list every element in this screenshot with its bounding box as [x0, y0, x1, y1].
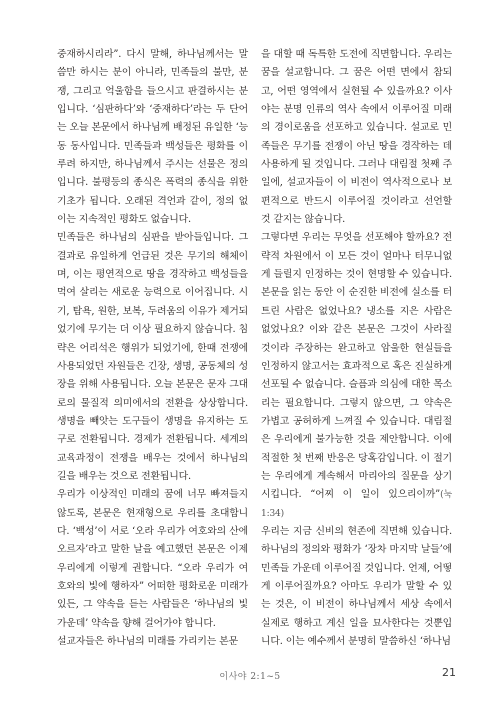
paragraph-judgment: 중재하시리라”. 다시 말해, 하나님께서는 말씀만 하시는 분이 아니라, 민족들의 불만, 분쟁, 그리고 억울함을 들으시고 판결하시는 분입니다. ‘심판하다’와 ‘중재하다’라는 두 단어는 오늘 본문에서 하나님께 배정된 유일한 ‘능동 동사입니다. 민족들과 백성들은 평화를 이루려 하지만, 하나님께서 주시는 선물은 정의입니다. 불평등의 종식은 폭력의 종식을 위한 기초가 됩니다. 오래된 격언과 같이, 정의 없이는 지속적인 평화도 없습니다.	[57, 49, 248, 226]
paragraph-what-to-proclaim	[261, 229, 452, 523]
scripture-reference: (눅 1:34)	[261, 490, 452, 519]
paragraph-weapons-transformed: 민족들은 하나님의 심판을 받아들입니다. 그 결과로 유일하게 언급된 것은 무기의 해체이며, 이는 평연적으로 땅을 경작하고 백성들을 먹여 살리는 새로운 능력으로 이어집니다. 시기, 탐욕, 원한, 보복, 두려움의 이유가 제거되었기에 무기는 더 이상 필요하지 않습니다. 침략은 어리석은 행위가 되었기에, 한때 전쟁에 사용되었던 자원들은 긴장, 생명, 공동체의 성장을 위해 사용됩니다. 오늘 본문은 문자 그대로의 물질적 의미에서의 전환을 상상합니다. 생명을 빼앗는 도구들이 생명을 유지하는 도구로 전환됩니다. 경제가 전환됩니다. 세계의 교육과정이 전쟁을 배우는 것에서 하나님의 길을 배우는 것으로 전환됩니다.	[57, 232, 248, 482]
right-column	[261, 46, 452, 651]
paragraph-present-invitation: 우리가 이상적인 미래의 꿈에 너무 빠져들지 않도록, 본문은 현재형으로 우리를 초대합니다. ‘백성’이 서로 ‘오라 우리가 여호와의 산에 오르자’라고 말한 날을 예고했던 본문은 이제 우리에게 이렇게 권합니다. “오라 우리가 여호와의 빛에 행하자” 어떠한 평화로운 미래가 있든, 그 약속을 듣는 사람들은 ‘하나님의 빛 가운데’ 약속을 향해 걸어가야 합니다.	[57, 489, 248, 629]
paragraph-what-to-proclaim-text: 그렇다면 우리는 무엇을 선포해야 할까요? 전략적 차원에서 이 모든 것이 얼마나 터무니없게 들릴지 인정하는 것이 현명할 수 있습니다. 본문을 읽는 동안 이 순진한 비전에 실소를 터트린 사람은 없었나요? 냉소를 지은 사람은 없었나요? 이와 같은 본문은 그것이 사라질 것이라 주장하는 완고하고 암울한 현실들을 인정하지 않고서는 효과적으로 혹은 진실하게 선포될 수 없습니다. 슬픔과 의심에 대한 목소리는 필요합니다. 그렇지 않으면, 그 약속은 가볍고 공허하게 느껴질 수 있습니다. 대림절은 우리에게 불가능한 것을 제안합니다. 이에 적절한 첫 번째 반응은 당혹감입니다. 이 절기는 우리에게 계속해서 마리아의 질문을 상기시킵니다. “어찌 이 일이 있으리이까”	[261, 232, 452, 501]
paragraph-mystery: 우리는 지금 신비의 현존에 직면해 있습니다. 하나님의 정의와 평화가 ‘장차 마지막 날들’에 민족들 가운데 이루어질 것입니다. 언제, 어떻게 이루어질까요? 아마도 우리가 말할 수 있는 것은, 이 비전이 하나님께서 세상 속에서 실제로 행하고 계신 일을 묘사한다는 것뿐입니다. 이는 예수께서 분명히 말씀하신 ‘하나님	[261, 525, 452, 647]
left-column	[57, 46, 248, 651]
page-number: 21	[442, 666, 456, 679]
paragraph-preaching-dream: 을 대할 때 독특한 도전에 직면합니다. 우리는 꿈을 설교합니다. 그 꿈은 어떤 면에서 참되고, 어떤 영역에서 실현될 수 있을까요? 이사야는 분명 인류의 역사 속에서 이루어질 미래의 경이로움을 선포하고 있습니다. 설교로 민족들은 무기를 전쟁이 아닌 땅을 경작하는 데 사용하게 될 것입니다. 그러나 대림절 첫째 주일에, 설교자들이 이 비전이 역사적으로나 보편적으로 반드시 이루어질 것이라고 선언할 것 같지는 않습니다.	[261, 49, 452, 226]
footer-scripture-reference: 이사야 2:1~5	[219, 672, 281, 682]
paragraph-preachers: 설교자들은 하나님의 미래를 가리키는 본문	[57, 636, 238, 647]
